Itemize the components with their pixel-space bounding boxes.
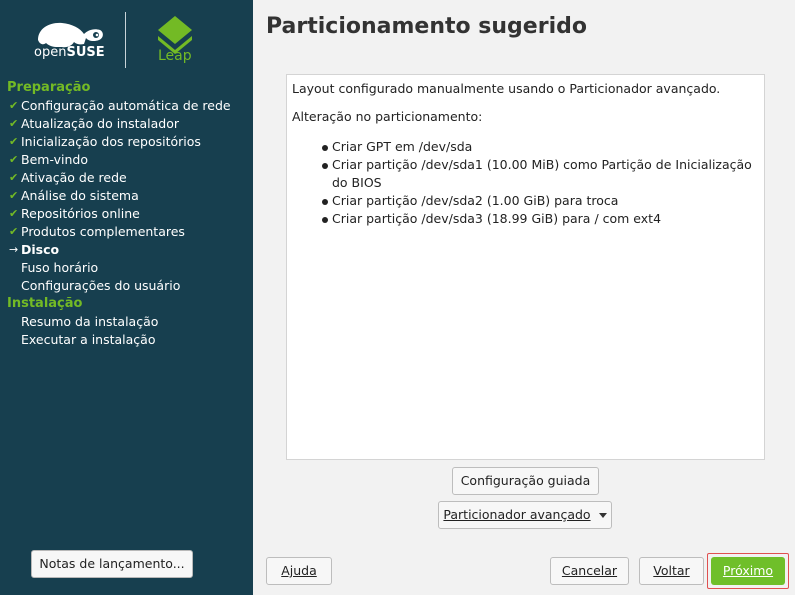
step-item: ✔ Produtos complementares bbox=[9, 224, 185, 239]
step-item: ✔ Atualização do instalador bbox=[9, 116, 180, 131]
opensuse-wordmark: openSUSE bbox=[34, 45, 105, 60]
main-panel bbox=[253, 0, 795, 595]
step-item: Fuso horário bbox=[21, 260, 99, 275]
step-item: ✔ Bem-vindo bbox=[9, 152, 88, 167]
next-button[interactable]: Próximo bbox=[711, 557, 785, 585]
sidebar bbox=[0, 0, 253, 595]
release-notes-button[interactable]: Notas de lançamento... bbox=[31, 550, 193, 578]
installation-steps bbox=[7, 79, 252, 349]
step-item: ✔ Análise do sistema bbox=[9, 188, 139, 203]
page-title: Particionamento sugerido bbox=[266, 14, 587, 39]
logo-divider bbox=[125, 12, 126, 68]
expert-partitioner-label: Particionador avançado bbox=[443, 507, 591, 522]
list-item: Criar GPT em /dev/sda bbox=[320, 138, 759, 156]
help-button[interactable]: Ajuda bbox=[266, 557, 332, 585]
step-item: ✔ Inicialização dos repositórios bbox=[9, 134, 201, 149]
step-item: ✔ Ativação de rede bbox=[9, 170, 127, 185]
summary-changes-heading: Alteração no particionamento: bbox=[292, 109, 483, 124]
check-icon: ✔ bbox=[9, 189, 19, 202]
step-item: Executar a instalação bbox=[21, 332, 156, 347]
check-icon: ✔ bbox=[9, 225, 19, 238]
leap-wordmark: Leap bbox=[158, 48, 192, 64]
summary-intro: Layout configurado manualmente usando o Particionador avançado. bbox=[292, 81, 721, 96]
step-item: Configurações do usuário bbox=[21, 278, 181, 293]
step-item: ✔ Repositórios online bbox=[9, 206, 140, 221]
chevron-down-icon bbox=[599, 513, 607, 518]
check-icon: ✔ bbox=[9, 153, 19, 166]
arrow-right-icon: → bbox=[9, 243, 19, 256]
guided-setup-button[interactable]: Configuração guiada bbox=[452, 467, 599, 495]
step-item-current: → Disco bbox=[9, 242, 60, 257]
list-item: Criar partição /dev/sda2 (1.00 GiB) para troca bbox=[320, 192, 759, 210]
step-group-instalacao: Instalação bbox=[7, 296, 83, 311]
check-icon: ✔ bbox=[9, 171, 19, 184]
partition-summary bbox=[286, 74, 765, 460]
step-group-preparacao: Preparação bbox=[7, 80, 91, 95]
check-icon: ✔ bbox=[9, 99, 19, 112]
list-item: Criar partição /dev/sda1 (10.00 MiB) como Partição de Inicialização do BIOS bbox=[320, 156, 759, 192]
check-icon: ✔ bbox=[9, 207, 19, 220]
check-icon: ✔ bbox=[9, 117, 19, 130]
changes-list bbox=[292, 138, 759, 228]
cancel-button[interactable]: Cancelar bbox=[550, 557, 629, 585]
step-item: Resumo da instalação bbox=[21, 314, 159, 329]
back-button[interactable]: Voltar bbox=[639, 557, 704, 585]
check-icon: ✔ bbox=[9, 135, 19, 148]
step-item: ✔ Configuração automática de rede bbox=[9, 98, 231, 113]
expert-partitioner-dropdown[interactable] bbox=[438, 501, 612, 529]
list-item: Criar partição /dev/sda3 (18.99 GiB) para / com ext4 bbox=[320, 210, 759, 228]
logo-area bbox=[0, 0, 253, 80]
